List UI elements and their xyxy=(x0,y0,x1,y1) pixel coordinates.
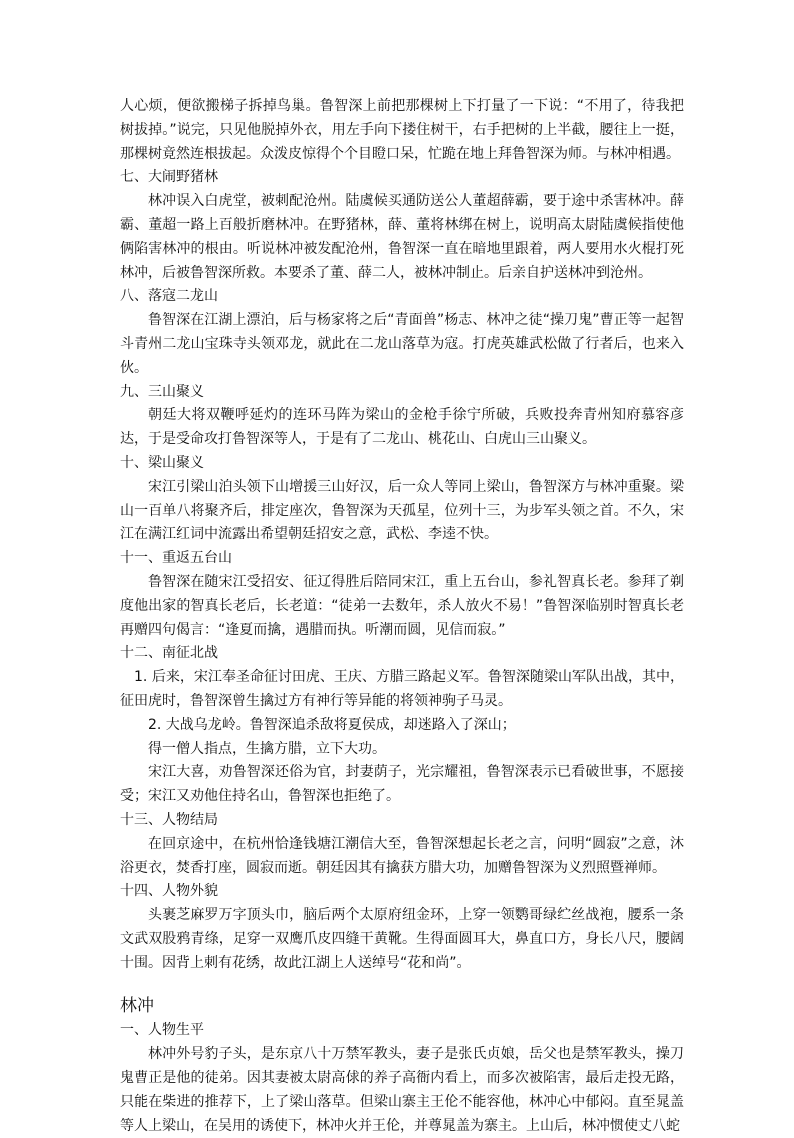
intro-paragraph: 人心烦，便欲搬梯子拆掉鸟巢。鲁智深上前把那棵树上下打量了一下说：“不用了，待我把树拔掉。”说完，只见他脱掉外衣，用左手向下搂住树干，右手把树的上半截，腰往上一挺，那棵树竟然连根拔起。众泼皮惊得个个目瞪口呆，忙跪在地上拜鲁智深为师。与林冲相遇。 xyxy=(120,98,684,162)
section-heading-12: 十二、南征北战 xyxy=(120,645,218,662)
list-item-1: 1. 后来，宋江奉圣命征讨田虎、王庆、方腊三路起义军。鲁智深随梁山军队出战，其中，征田虎时，鲁智深曾生擒过方有神行等异能的将领神驹子马灵。 xyxy=(120,669,684,709)
chapter-title-linchong: 林冲 xyxy=(120,996,154,1017)
section-text-7: 林冲误入白虎堂，被刺配沧州。陆虞候买通防送公人董超薛霸，要于途中杀害林冲。薛霸、董超一路上百般折磨林冲。在野猪林，薛、董将林绑在树上，说明高太尉陆虞候指使他俩陷害林冲的根由。听说林冲被发配沧州，鲁智深一直在暗地里跟着，两人要用水火棍打死林冲，后被鲁智深所救。本要杀了董、薛二人，被林冲制止。后亲自护送林冲到沧州。 xyxy=(120,193,684,281)
section-text-10: 宋江引梁山泊头领下山增援三山好汉，后一众人等同上梁山，鲁智深方与林冲重聚。梁山一百单八将聚齐后，排定座次，鲁智深为天孤星，位列十三，为步军头领之首。不久，宋江在满江红词中流露出希望朝廷招安之意，武松、李逵不快。 xyxy=(120,478,684,543)
section-text-9: 朝廷大将双鞭呼延灼的连环马阵为梁山的金枪手徐宁所破，兵败投奔青州知府慕容彦达，于是受命攻打鲁智深等人，于是有了二龙山、桃花山、白虎山三山聚义。 xyxy=(120,407,684,448)
list-item-2: 2. 大战乌龙岭。鲁智深追杀敌将夏侯成，却迷路入了深山； xyxy=(148,716,516,733)
section-heading-10: 十、梁山聚义 xyxy=(120,454,204,471)
linchong-section-text-1: 林冲外号豹子头，是东京八十万禁军教头，妻子是张氏贞娘，岳父也是禁军教头，操刀鬼曹正是他的徒弟。因其妻被太尉高俅的养子高衙内看上，而多次被陷害，最后走投无路，只能在柴进的推荐下，上了梁山落草。但梁山寨主王伦不能容他，林冲心中郁闷。直至晁盖等人上梁山，在吴用的诱使下，林冲火并王伦，并尊晁盖为寨主。上山后，林冲惯使丈八蛇 xyxy=(120,1046,684,1134)
section-text-8: 鲁智深在江湖上漂泊，后与杨家将之后“青面兽”杨志、林冲之徒“操刀鬼”曹正等一起智斗青州二龙山宝珠寺头领邓龙，就此在二龙山落草为寇。打虎英雄武松做了行者后，也来入伙。 xyxy=(120,312,684,376)
section-text-11: 鲁智深在随宋江受招安、征辽得胜后陪同宋江，重上五台山，参礼智真长老。参拜了剃度他出家的智真长老后，长老道：“徒弟一去数年，杀人放火不易！”鲁智深临别时智真长老再赠四句偈言：“逢夏而擒，遇腊而执。听潮而圆，见信而寂。” xyxy=(120,573,684,638)
section-text-12: 宋江大喜，劝鲁智深还俗为官，封妻荫子，光宗耀祖，鲁智深表示已看破世事，不愿接受；宋江又劝他住持名山，鲁智深也拒绝了。 xyxy=(120,764,684,805)
section-heading-13: 十三、人物结局 xyxy=(120,811,218,828)
section-heading-7: 七、大闹野猪林 xyxy=(120,169,218,186)
document-page xyxy=(120,95,684,1138)
section-text-13: 在回京途中，在杭州恰逢钱塘江潮信大至，鲁智深想起长老之言，问明“圆寂”之意，沐浴更衣，焚香打座，圆寂而逝。朝廷因其有擒获方腊大功，加赠鲁智深为义烈照暨禅师。 xyxy=(120,835,684,876)
list-item-2-continuation: 得一僧人指点，生擒方腊，立下大功。 xyxy=(148,740,386,757)
section-heading-14: 十四、人物外貌 xyxy=(120,883,218,900)
linchong-section-heading-1: 一、人物生平 xyxy=(120,1022,204,1039)
section-heading-11: 十一、重返五台山 xyxy=(120,550,232,567)
section-text-14: 头裹芝麻罗万字顶头巾，脑后两个太原府纽金环，上穿一领鹦哥绿纻丝战袍，腰系一条文武双股鸦青绦，足穿一双鹰爪皮四缝干黄靴。生得面圆耳大，鼻直口方，身长八尺，腰阔十围。因背上刺有花绣，故此江湖上人送绰号“花和尚”。 xyxy=(120,907,684,971)
section-heading-9: 九、三山聚义 xyxy=(120,383,204,400)
section-heading-8: 八、落寇二龙山 xyxy=(120,288,218,305)
